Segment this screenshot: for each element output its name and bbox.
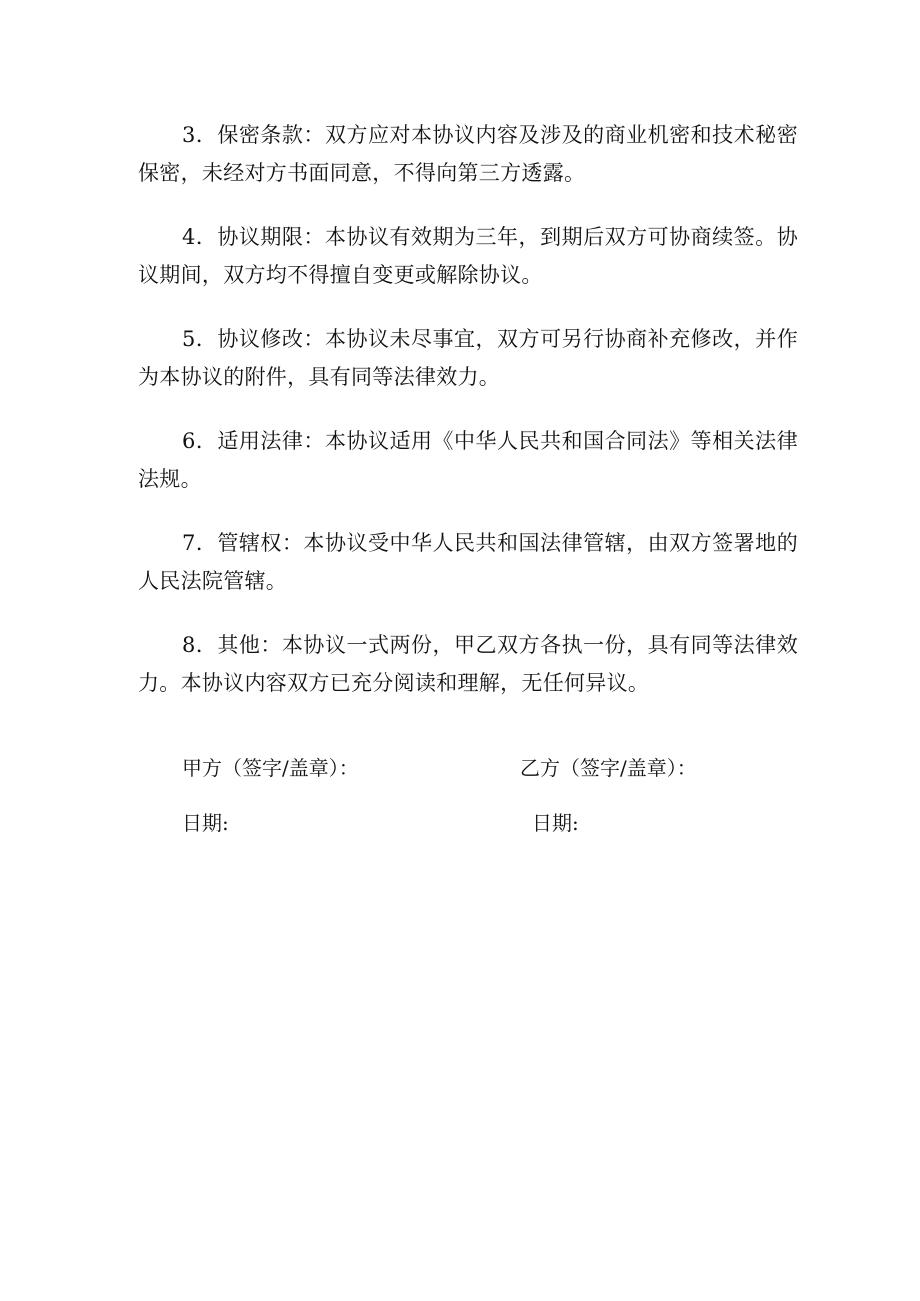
party-a-date-label: 日期:: [182, 811, 229, 835]
clause-amendment: 5．协议修改：本协议未尽事宜，双方可另行协商补充修改，并作为本协议的附件，具有同等法律效力。: [138, 327, 798, 389]
clause-list: [138, 116, 798, 728]
party-a-signature-label: 甲方（签字/盖章）：: [182, 756, 359, 780]
signature-block: [182, 753, 802, 863]
clause-governing-law: 6．适用法律：本协议适用《中华人民共和国合同法》等相关法律法规。: [138, 429, 798, 491]
clause-other: 8．其他：本协议一式两份，甲乙双方各执一份，具有同等法律效力。本协议内容双方已充分阅读和理解，无任何异议。: [138, 633, 798, 695]
party-b-signature: [520, 753, 697, 838]
party-a-signature: [182, 753, 359, 838]
clause-confidentiality: 3．保密条款：双方应对本协议内容及涉及的商业机密和技术秘密保密，未经对方书面同意，不得向第三方透露。: [138, 123, 798, 185]
party-b-date-label: 日期:: [532, 811, 579, 835]
clause-term: 4．协议期限：本协议有效期为三年，到期后双方可协商续签。协议期间，双方均不得擅自变更或解除协议。: [138, 225, 798, 287]
party-b-signature-label: 乙方（签字/盖章）：: [520, 756, 697, 780]
clause-jurisdiction: 7．管辖权：本协议受中华人民共和国法律管辖，由双方签署地的人民法院管辖。: [138, 531, 798, 593]
